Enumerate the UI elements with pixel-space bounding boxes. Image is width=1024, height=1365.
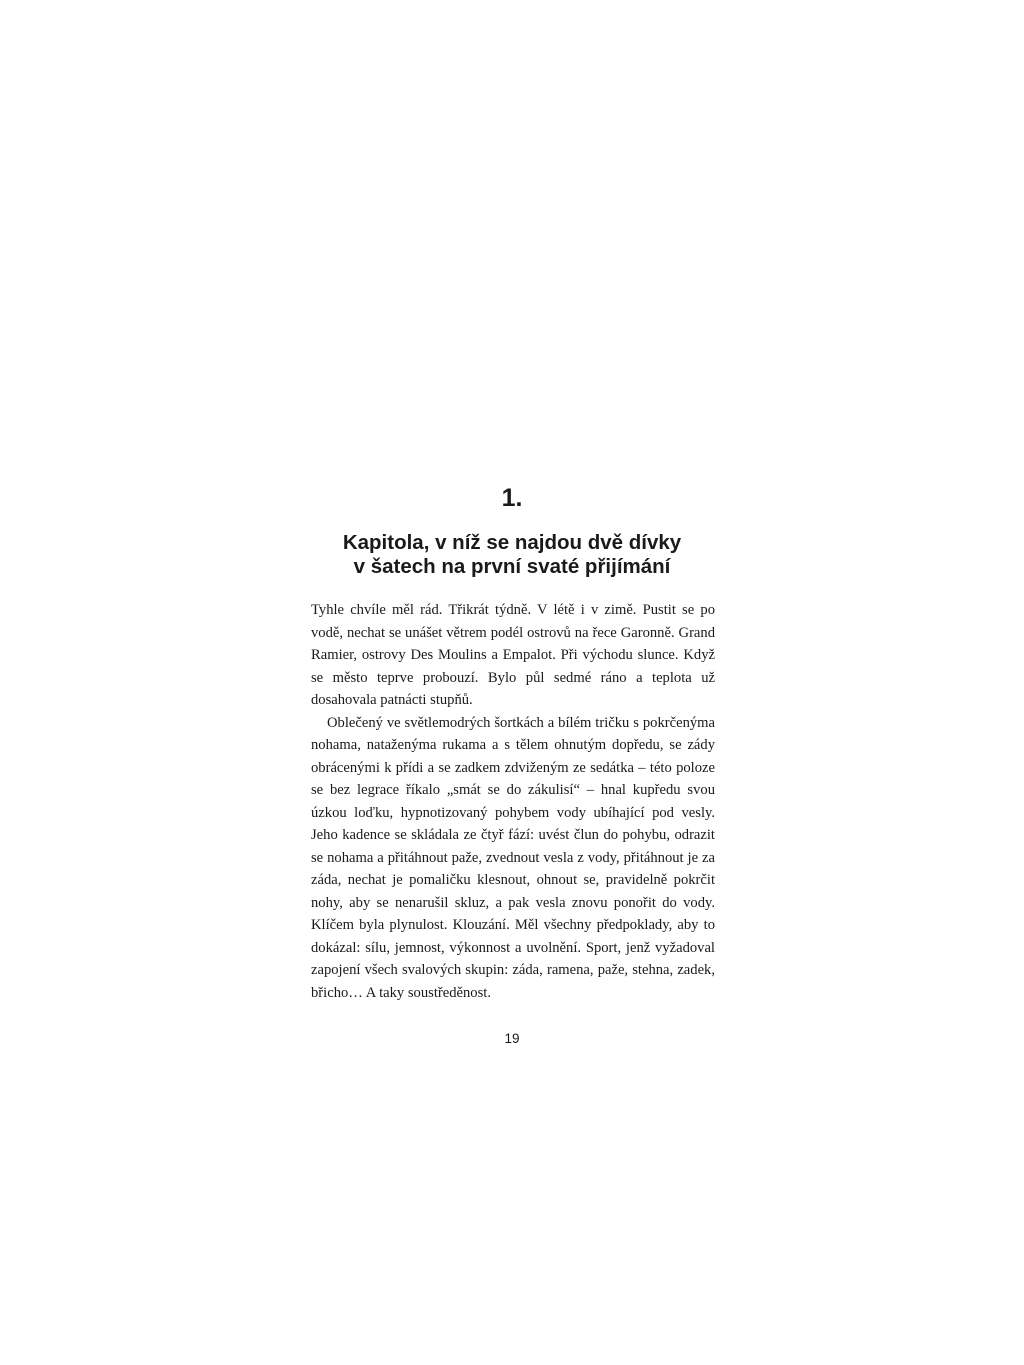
chapter-body (311, 599, 715, 1004)
chapter-title (0, 531, 1024, 579)
chapter-title-line-1: Kapitola, v níž se najdou dvě dívky (342, 531, 682, 554)
paragraph-1: Tyhle chvíle měl rád. Třikrát týdně. V létě i v zimě. Pustit se po vodě, nechat se unášet větrem podél ostrovů na řece Garonně. Grand Ramier, ostrovy Des Moulins a Empalot. Při východu slunce. Když se město teprve probouzí. Bylo půl sedmé ráno a teplota už dosahovala patnácti stupňů. (311, 602, 715, 708)
paragraph-2: Oblečený ve světlemodrých šortkách a bílém tričku s pokrčenýma nohama, nataženýma rukama a s tělem ohnutým dopředu, se zády obrácenými k přídi a se zadkem zdviženým ze sedátka – této poloze se bez legrace říkalo „smát se do zákulisí“ – hnal kupředu svou úzkou loďku, hypnotizovaný pohybem vody ubíhající pod vesly. Jeho kadence se skládala ze čtyř fází: uvést člun do pohybu, odrazit se nohama a přitáhnout paže, zvednout vesla z vody, přitáhnout je za záda, nechat je pomaličku klesnout, ohnout se, pravidelně pokrčit nohy, aby se nenarušil skluz, a pak vesla znovu ponořit do vody. Klíčem byla plynulost. Klouzání. Měl všechny předpoklady, aby to dokázal: sílu, jemnost, výkonnost a uvolnění. Sport, jenž vyžadoval zapojení všech svalových skupin: záda, ramena, paže, stehna, zadek, břicho… A taky soustředěnost. (311, 714, 715, 1001)
chapter-title-line-2: v šatech na první svaté přijímání (353, 555, 671, 578)
chapter-number: 1. (501, 484, 523, 512)
page-number: 19 (504, 1031, 520, 1046)
